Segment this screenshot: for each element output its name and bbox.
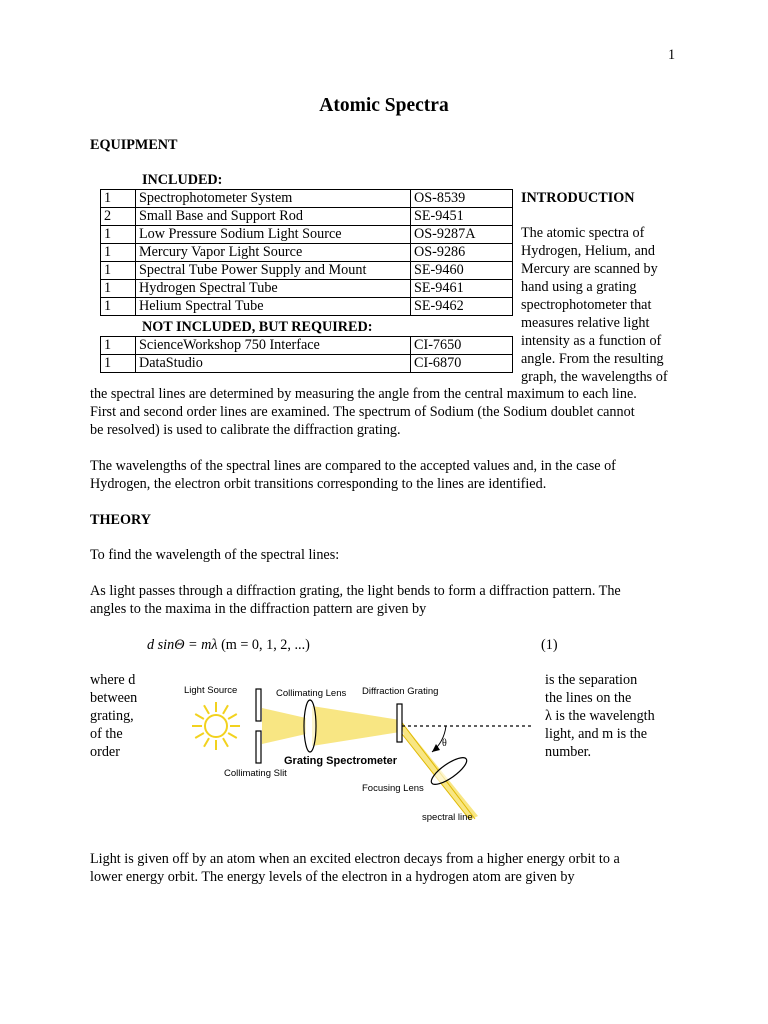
where-text-right [545,671,655,761]
slit-upper [256,689,261,721]
comparison-line: Hydrogen, the electron orbit transitions corresponding to the lines are identified. [90,476,547,492]
equipment-qty: 1 [101,337,136,355]
comparison-paragraph [90,457,616,493]
sun-ray [228,714,237,719]
equipment-row [101,190,513,208]
intro-line: graph, the wavelengths of [521,369,668,385]
fragment-line: order [90,744,120,760]
equipment-code: CI-6870 [411,355,513,373]
closing-paragraph [90,850,620,886]
intro-line: Mercury are scanned by [521,261,658,277]
equation-number: (1) [541,637,558,653]
equipment-item: Low Pressure Sodium Light Source [136,226,411,244]
intro-line: measures relative light [521,315,650,331]
intro-line: the spectral lines are determined by measuring the angle from the central maximum to each line. [90,386,637,402]
closing-line: lower energy orbit. The energy levels of the electron in a hydrogen atom are given by [90,869,575,885]
spectral-line-label: spectral line [422,812,473,823]
fragment-line: is the separation [545,672,638,688]
diffraction-grating-label: Diffraction Grating [362,686,439,697]
equipment-item: DataStudio [136,355,411,373]
introduction-heading: INTRODUCTION [521,190,635,206]
equipment-code: OS-8539 [411,190,513,208]
fragment-line: number. [545,744,592,760]
equipment-qty: 1 [101,355,136,373]
equipment-code: SE-9451 [411,208,513,226]
intro-line: angle. From the resulting [521,351,664,367]
equipment-code: OS-9286 [411,244,513,262]
equipment-row [101,208,513,226]
equipment-qty: 1 [101,226,136,244]
sun-ray [223,738,228,747]
sun-ray [223,705,228,714]
equipment-item: ScienceWorkshop 750 Interface [136,337,411,355]
introduction-side-text [521,224,681,386]
included-equipment-table [100,189,513,316]
intro-line: First and second order lines are examined. The spectrum of Sodium (the Sodium doublet cannot [90,404,635,420]
intro-line: be resolved) is used to calibrate the diffraction grating. [90,422,401,438]
intro-line: hand using a grating [521,279,637,295]
intro-line: Hydrogen, Helium, and [521,243,655,259]
equipment-item: Hydrogen Spectral Tube [136,280,411,298]
sun-rays [192,702,240,750]
equipment-qty: 1 [101,280,136,298]
equipment-code: OS-9287A [411,226,513,244]
grating-equation [147,636,310,654]
collimating-slit-label: Collimating Slit [224,768,287,779]
slit-lower [256,731,261,763]
diffracted-ray [400,720,475,819]
theory-para-line: As light passes through a diffraction grating, the light bends to form a diffraction pattern. The [90,583,621,599]
comparison-line: The wavelengths of the spectral lines are compared to the accepted values and, in the case of [90,458,616,474]
equipment-qty: 1 [101,298,136,316]
equipment-item: Mercury Vapor Light Source [136,244,411,262]
theory-para-line: angles to the maxima in the diffraction pattern are given by [90,601,427,617]
beam-to-lens [262,708,306,744]
equipment-qty: 2 [101,208,136,226]
diagram-title: Grating Spectrometer [284,755,398,767]
fragment-line: between [90,690,138,706]
focusing-lens-label: Focusing Lens [362,783,424,794]
intro-line: spectrophotometer that [521,297,652,313]
included-heading: INCLUDED: [142,172,223,188]
sun-ray [204,705,209,714]
equation-condition: (m = 0, 1, 2, ...) [221,637,310,653]
equipment-item: Small Base and Support Rod [136,208,411,226]
equipment-qty: 1 [101,190,136,208]
theory-paragraph [90,582,621,618]
page-title: Atomic Spectra [319,95,449,116]
fragment-line: λ is the wavelength [545,708,655,724]
closing-line: Light is given off by an atom when an excited electron decays from a higher energy orbit to a [90,851,620,867]
intro-line: The atomic spectra of [521,225,645,241]
required-heading: NOT INCLUDED, BUT REQUIRED: [142,319,373,335]
fragment-line: of the [90,726,123,742]
sun-ray [195,733,204,738]
sun-ray [204,738,209,747]
intro-line: intensity as a function of [521,333,662,349]
theory-line: To find the wavelength of the spectral lines: [90,547,340,563]
collimated-beam [312,706,400,746]
equipment-item: Spectral Tube Power Supply and Mount [136,262,411,280]
equation-expression: d sinΘ = mλ [147,637,218,653]
equipment-qty: 1 [101,244,136,262]
equipment-row [101,355,513,373]
equipment-row [101,298,513,316]
sun-core [205,715,227,737]
equipment-code: SE-9462 [411,298,513,316]
equipment-row [101,337,513,355]
equipment-code: SE-9461 [411,280,513,298]
sun-ray [228,733,237,738]
equipment-row [101,226,513,244]
theory-heading: THEORY [90,512,151,528]
equipment-code: CI-7650 [411,337,513,355]
sun-ray [195,714,204,719]
light-source-label: Light Source [184,685,238,696]
equipment-row [101,262,513,280]
grating-shape [397,704,402,742]
collimating-lens-label: Collimating Lens [276,688,347,699]
equipment-qty: 1 [101,262,136,280]
equipment-heading: EQUIPMENT [90,137,178,153]
equipment-item: Helium Spectral Tube [136,298,411,316]
equipment-row [101,244,513,262]
grating-spectrometer-diagram [178,676,538,826]
introduction-paragraph [90,385,637,439]
sun-icon [192,702,240,750]
page-number: 1 [668,47,676,63]
equipment-code: SE-9460 [411,262,513,280]
collimating-lens-shape [304,700,316,752]
fragment-line: light, and m is the [545,726,648,742]
fragment-line: where d [90,672,136,688]
equipment-item: Spectrophotometer System [136,190,411,208]
fragment-line: the lines on the [545,690,632,706]
required-equipment-table [100,336,513,373]
theta-label: θ [442,738,447,749]
where-text-left [90,671,137,761]
fragment-line: grating, [90,708,134,724]
equipment-row [101,280,513,298]
